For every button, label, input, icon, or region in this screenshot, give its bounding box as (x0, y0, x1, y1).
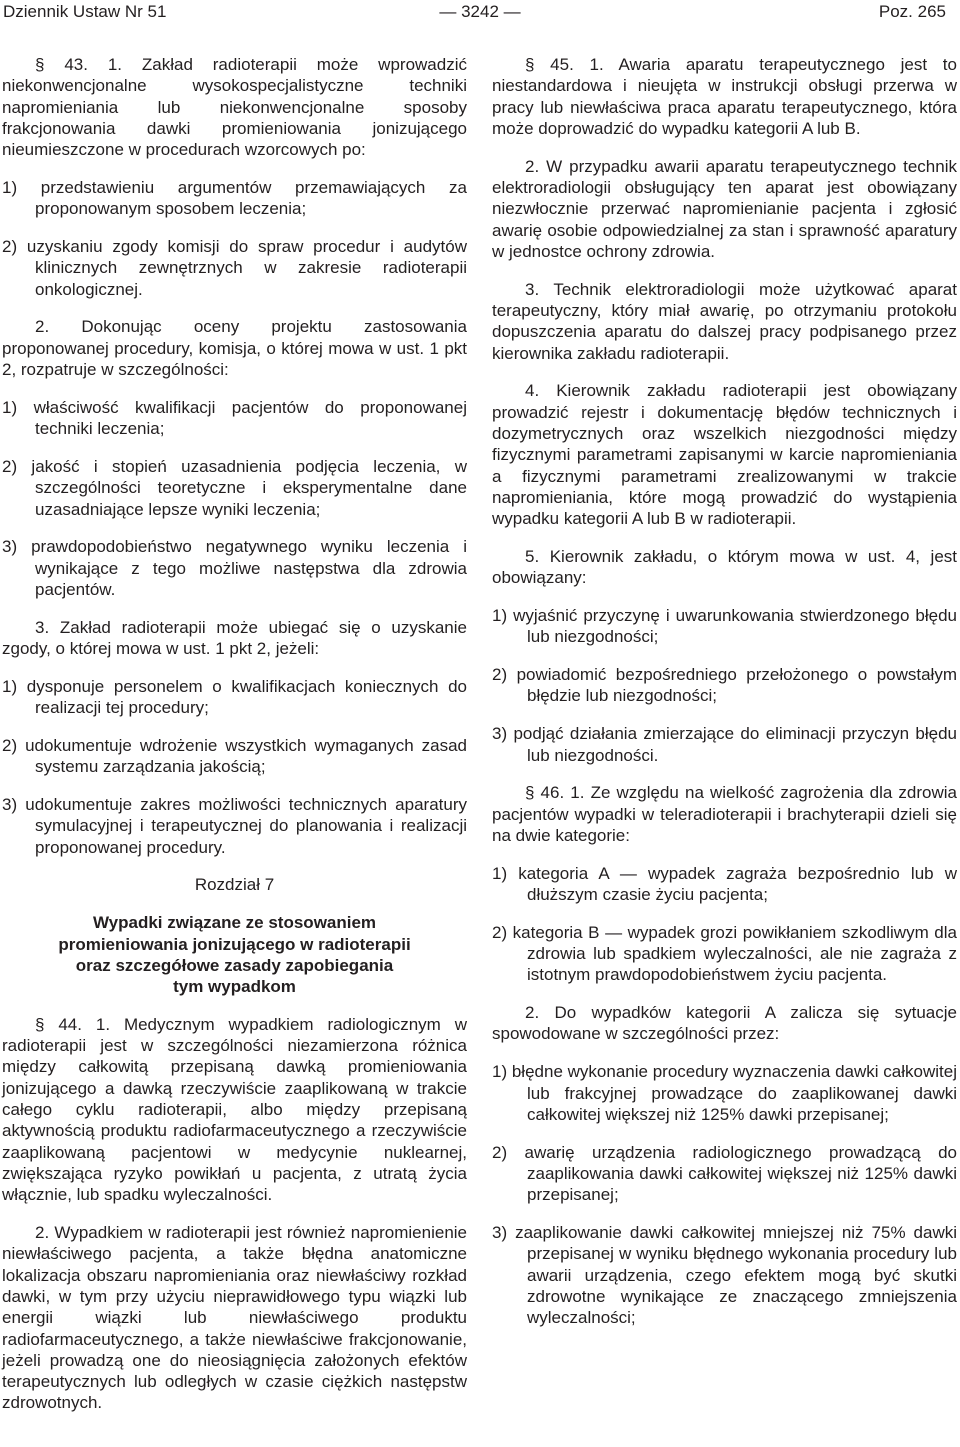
list-item: 2) kategoria B — wypadek grozi powikłaniem szkodliwym dla zdrowia lub spadkiem wyleczalności, ale nie zagraża z istotnym prawdopodobieństwem życiu pacjenta. (492, 922, 957, 985)
list-item: 1) dysponuje personelem o kwalifikacjach koniecznych do realizacji tej procedury; (2, 676, 467, 718)
list-item: 2) awarię urządzenia radiologicznego prowadzącą do zaaplikowania dawki całkowitej większej niż 125% dawki przepisanej; (492, 1142, 957, 1205)
list-item: 3) prawdopodobieństwo negatywnego wyniku leczenia i wynikające z tego możliwe następstwa dla zdrowia pacjentów. (2, 537, 467, 599)
list-item: 3) podjąć działania zmierzające do eliminacji przyczyn błędu lub niezgodności. (492, 724, 957, 765)
list-item: 2) uzyskaniu zgody komisji do spraw procedur i audytów klinicznych zewnętrznych w zakresie radioterapii onkologicznej. (2, 237, 467, 299)
paragraph: 4. Kierownik zakładu radioterapii jest obowiązany prowadzić rejestr i dokumentację błędów technicznych i dozymetrycznych oraz wszelkich niezgodności między fizycznymi parametrami zapisanymi w karcie napromieniania a fizycznymi parametrami zrealizowanymi w trakcie napromieniania, które mogą prowadzić do wystąpienia wypadku kategorii A lub B w radioterapii. (492, 381, 957, 529)
list-item: 1) wyjaśnić przyczynę i uwarunkowania stwierdzonego błędu lub niezgodności; (492, 606, 957, 647)
chapter-number: Rozdział 7 (194, 875, 275, 895)
list-item: 1) właściwość kwalifikacji pacjentów do proponowanej techniki leczenia; (2, 397, 467, 439)
chapter-title-line: promieniowania jonizującego w radioterapii (58, 934, 411, 954)
list-item: 1) kategoria A — wypadek zagraża bezpośrednio lub w dłuższym czasie życiu pacjenta; (492, 863, 957, 904)
list-item: 2) udokumentuje wdrożenie wszystkich wymaganych zasad systemu zarządzania jakością; (2, 735, 467, 777)
chapter-title-line: tym wypadkom (173, 977, 296, 997)
list-item: 2) jakość i stopień uzasadnienia podjęcia leczenia, w szczególności teoretyczne i eksperymentalne dane uzasadniające lepsze wyniki leczenia; (2, 456, 467, 519)
page-number: — 3242 — (439, 2, 521, 21)
chapter-title (2, 912, 467, 997)
left-paragraphs (2, 54, 467, 858)
paragraph: § 46. 1. Ze względu na wielkość zagrożenia dla zdrowia pacjentów wypadki w teleradioterapii i brachyterapii dzieli się na dwie kategorie: (492, 783, 957, 845)
left-paragraphs-after (2, 1014, 467, 1414)
paragraph: § 43. 1. Zakład radioterapii może wprowadzić niekonwencjonalne wysokospecjalistyczne techniki napromieniania lub niekonwencjonalne sposoby frakcjonowania dawki promieniowania jonizującego nieumieszczone w procedurach wzorcowych po: (2, 55, 467, 160)
list-item: 1) przedstawieniu argumentów przemawiających za proponowanym sposobem leczenia; (2, 177, 467, 219)
list-item: 1) błędne wykonanie procedury wyznaczenia dawki całkowitej lub frakcyjnej prowadzące do zaaplikowanej dawki całkowitej większej niż 125% dawki przepisanej; (492, 1062, 957, 1124)
paragraph: § 44. 1. Medycznym wypadkiem radiologicznym w radioterapii jest w szczególności niezamierzona różnica między całkowitą przepisaną dawką promieniowania jonizującego a dawką rzeczywiście zaaplikowaną w trakcie całego cyklu radioterapii, albo między przepisaną aktywnością produktu radiofarmaceutycznego a rzeczywiście zaaplikowaną pacjentowi w medycynie nuklearnej, zwiększająca ryzyko powikłań u pacjenta, z utratą życia włącznie, lub spadku wyleczalności. (2, 1014, 467, 1205)
left-column (2, 54, 467, 1430)
right-paragraphs (492, 54, 957, 1329)
paragraph: 3. Zakład radioterapii może ubiegać się o uzyskanie zgody, o której mowa w ust. 1 pkt 2, jeżeli: (2, 617, 467, 659)
chapter-title-line: oraz szczegółowe zasady zapobiegania (75, 955, 394, 975)
list-item: 2) powiadomić bezpośredniego przełożonego o powstałym błędzie lub niezgodności; (492, 665, 957, 706)
paragraph: 2. Do wypadków kategorii A zalicza się sytuacje spowodowane w szczególności przez: (492, 1003, 957, 1044)
paragraph: 2. Wypadkiem w radioterapii jest również napromienienie niewłaściwego pacjenta, a także błędna anatomiczne lokalizacja obszaru napromieniania oraz niewłaściwy rozkład dawki, w tym przy użyciu nieprawidłowego typu wiązki lub energii wiązki lub niewłaściwego produktu radiofarmaceutycznego, a także niewłaściwe frakcjonowanie, jeżeli prowadzą one do nieosiągnięcia założonych efektów terapeutycznych lub odległych w czasie ciężkich następstw zdrowotnych. (2, 1223, 467, 1413)
position-number: Poz. 265 (878, 2, 946, 21)
paragraph: 2. Dokonując oceny projektu zastosowania proponowanej procedury, komisja, o której mowa w ust. 1 pkt 2, rozpatruje w szczególności: (2, 317, 467, 380)
journal-title: Dziennik Ustaw Nr 51 (3, 2, 167, 21)
right-column (492, 54, 957, 1345)
list-item: 3) udokumentuje zakres możliwości technicznych aparatury symulacyjnej i terapeutycznej do planowania i realizacji proponowanej procedury. (2, 795, 467, 857)
paragraph: 2. W przypadku awarii aparatu terapeutycznego technik elektroradiologii obsługujący ten aparat jest obowiązany niezwłocznie przerwać napromienianie pacjenta i zgłosić awarię osobie odpowiedzialnej za stan i sprawność aparatury w jednostce ochrony zdrowia. (492, 156, 957, 261)
paragraph: 5. Kierownik zakładu, o którym mowa w ust. 4, jest obowiązany: (492, 546, 957, 588)
paragraph: 3. Technik elektroradiologii może użytkować aparat terapeutyczny, który miał awarię, po otrzymaniu protokołu dopuszczenia aparatu do dalszej pracy podpisanego przez kierownika zakładu radioterapii. (492, 279, 957, 363)
paragraph: § 45. 1. Awaria aparatu terapeutycznego jest to niestandardowa i nieujęta w instrukcji obsługi przerwa w pracy lub niewłaściwa praca aparatu terapeutycznego, która może doprowadzić do wypadku kategorii A lub B. (492, 55, 957, 138)
page-header (0, 0, 960, 26)
list-item: 3) zaaplikowanie dawki całkowitej mniejszej niż 75% dawki przepisanej w wyniku błędnego wykonania procedury lub awarii urządzenia, czego efektem mogą być skutki zdrowotne wynikające ze znaczącego zmniejszenia wyleczalności; (492, 1223, 957, 1328)
chapter-title-line: Wypadki związane ze stosowaniem (92, 913, 377, 933)
